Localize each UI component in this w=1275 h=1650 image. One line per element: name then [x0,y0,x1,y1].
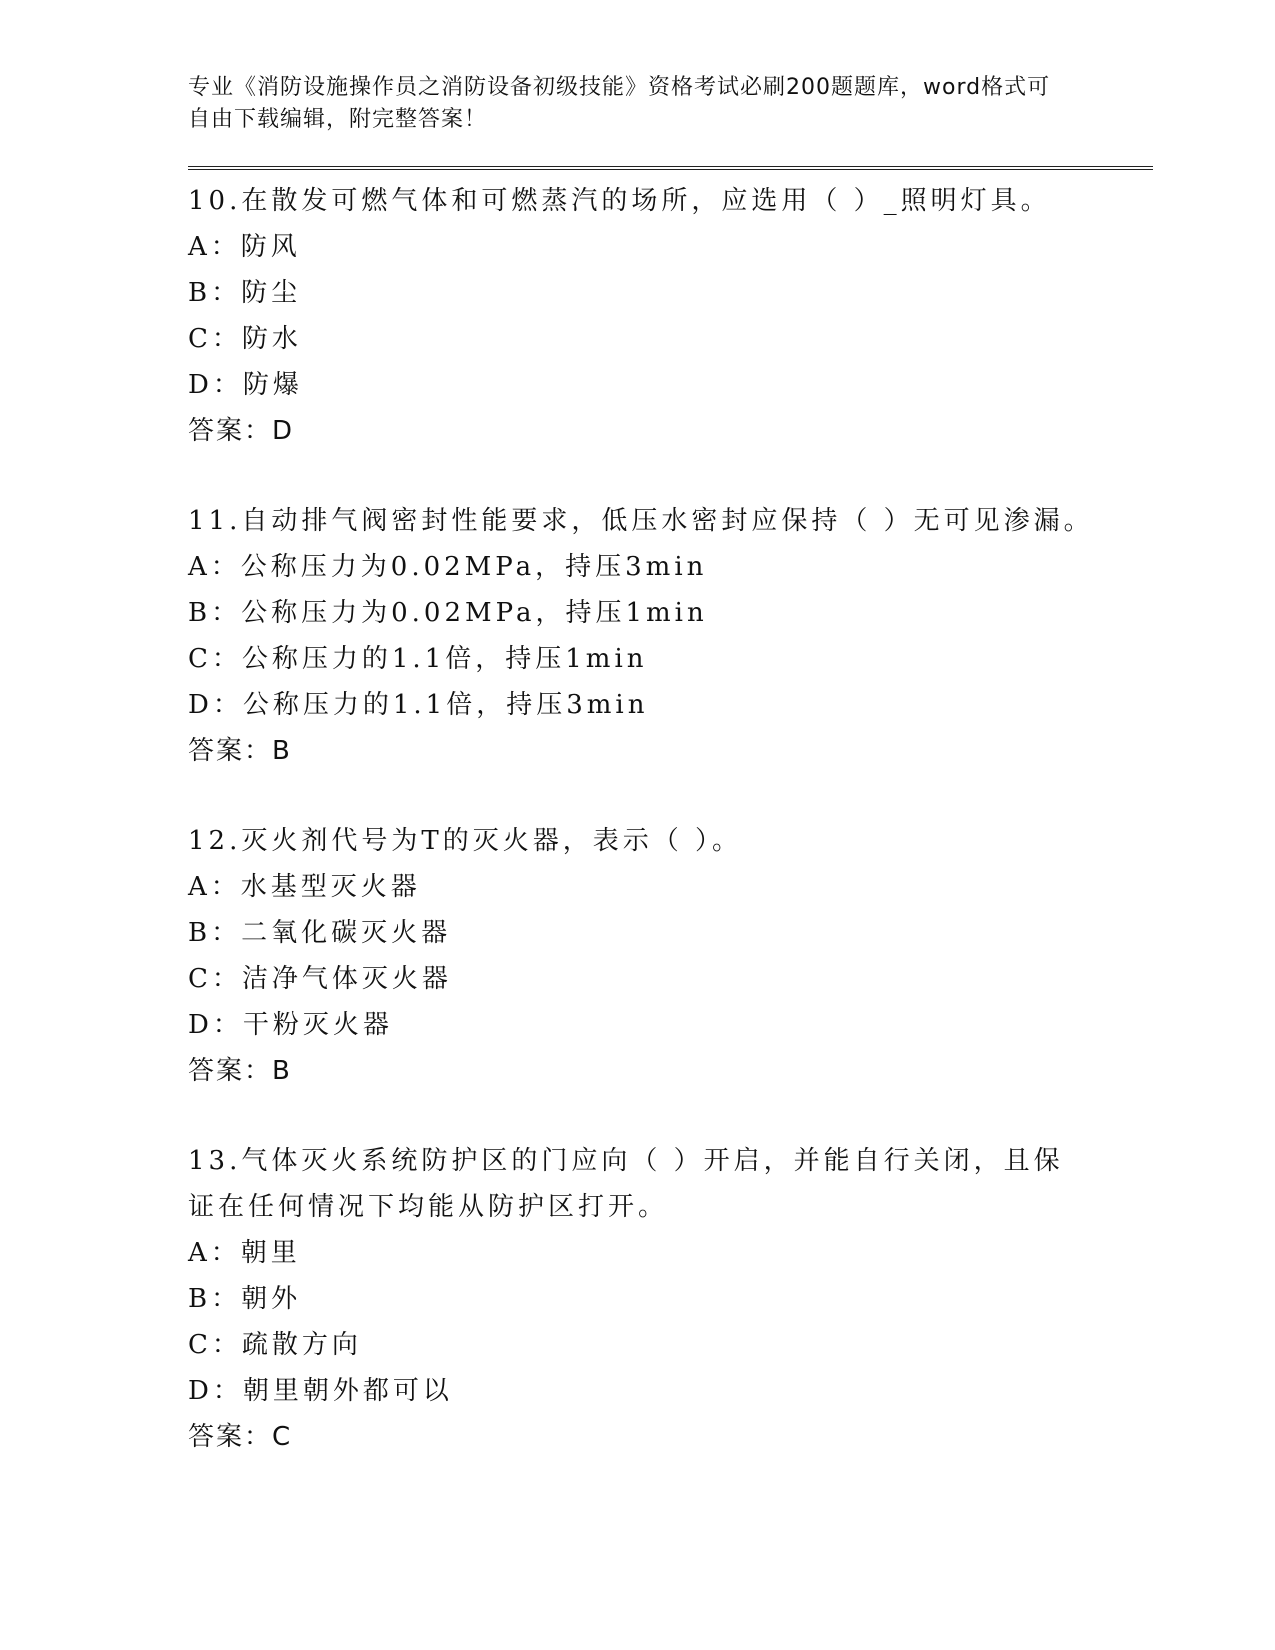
answer-line: 答案：D [188,416,295,446]
document-intro: 专业《消防设施操作员之消防设备初级技能》资格考试必刷200题题库，word格式可自由下载编辑，附完整答案！ [188,75,1051,132]
answer-line: 答案：C [188,1422,293,1452]
option-b: B：防尘 [188,278,302,308]
question-title: 11.自动排气阀密封性能要求，低压水密封应保持（ ）无可见渗漏。 [188,506,1094,536]
option-d: D：干粉灭火器 [188,1010,393,1040]
option-c: C：公称压力的1.1倍，持压1min [188,644,648,674]
option-d: D：防爆 [188,370,303,400]
option-d: D：朝里朝外都可以 [188,1376,453,1406]
answer-line: 答案：B [188,736,292,766]
question-11 [188,498,1148,774]
option-b: B：公称压力为0.02MPa，持压1min [188,598,708,628]
option-a: A：水基型灭火器 [188,872,421,902]
option-a: A：朝里 [188,1238,301,1268]
option-a: A：防风 [188,232,301,262]
answer-line: 答案：B [188,1056,292,1086]
question-12 [188,818,1148,1094]
option-c: C：防水 [188,324,302,354]
question-title: 12.灭火剂代号为T的灭火器，表示（ ）。 [188,826,742,856]
option-c: C：洁净气体灭火器 [188,964,452,994]
option-b: B：朝外 [188,1284,302,1314]
option-b: B：二氧化碳灭火器 [188,918,452,948]
option-a: A：公称压力为0.02MPa，持压3min [188,552,708,582]
question-title: 13.气体灭火系统防护区的门应向（ ）开启，并能自行关闭，且保证在任何情况下均能从防护区打开。 [188,1146,1064,1222]
header-divider [188,166,1153,170]
question-title: 10.在散发可燃气体和可燃蒸汽的场所，应选用（ ）_照明灯具。 [188,186,1051,216]
question-13 [188,1138,1148,1460]
option-d: D：公称压力的1.1倍，持压3min [188,690,649,720]
document-page [188,72,1148,1460]
option-c: C：疏散方向 [188,1330,362,1360]
question-10 [188,178,1148,454]
